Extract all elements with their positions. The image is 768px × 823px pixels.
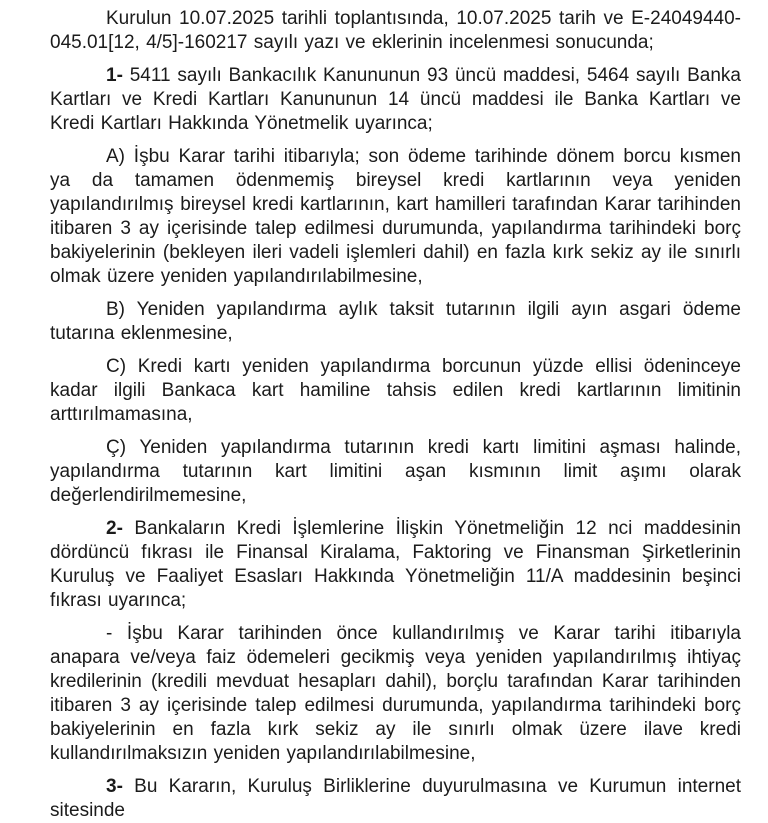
paragraph-item-cc	[50, 436, 741, 508]
paragraph-text: 5411 sayılı Bankacılık Kanununun 93 üncü maddesi, 5464 sayılı Banka Kartları ve Kredi Kartları Kanununun 14 üncü maddesi ile Banka Kartları ve Kredi Kartları Hakkında Yönetmelik uyarınca;	[50, 65, 741, 134]
paragraph-lead: 2-	[106, 518, 123, 539]
paragraph-item-c	[50, 355, 741, 427]
paragraph-item-dash	[50, 622, 741, 766]
paragraph-lead: 3-	[106, 776, 123, 797]
paragraph-text: Ç) Yeniden yapılandırma tutarının kredi kartı limitini aşması halinde, yapılandırma tutarının kart limitini aşan kısmının limit aşımı olarak değerlendirilmemesine,	[50, 437, 741, 506]
paragraph-item-1	[50, 64, 741, 136]
paragraph-item-2	[50, 517, 741, 613]
paragraph-text: B) Yeniden yapılandırma aylık taksit tutarının ilgili ayın asgari ödeme tutarına eklenmesine,	[50, 299, 741, 344]
paragraph-text: - İşbu Karar tarihinden önce kullandırılmış ve Karar tarihi itibarıyla anapara ve/veya faiz ödemeleri gecikmiş veya yeniden yapılandırılmış ihtiyaç kredilerinin (kredili mevduat hesapları dahil), borçlu tarafından Karar tarihinden itibaren 3 ay içerisinde talep edilmesi durumunda, yapılandırma tarihindeki borç bakiyelerinin en fazla kırk sekiz ay ile sınırlı olmak üzere ilave kredi kullandırılmaksızın yeniden yapılandırılabilmesine,	[50, 623, 741, 764]
paragraph-text: Kurulun 10.07.2025 tarihli toplantısında, 10.07.2025 tarih ve E-24049440-045.01[12, 4/5]-160217 sayılı yazı ve eklerinin incelenmesi sonucunda;	[50, 8, 741, 53]
paragraph-item-3	[50, 775, 741, 823]
paragraph-text: C) Kredi kartı yeniden yapılandırma borcunun yüzde ellisi ödeninceye kadar ilgili Bankaca kart hamiline tahsis edilen kredi kartlarının limitinin arttırılmamasına,	[50, 356, 741, 425]
paragraph-text: Bankaların Kredi İşlemlerine İlişkin Yönetmeliğin 12 nci maddesinin dördüncü fıkrası ile Finansal Kiralama, Faktoring ve Finansman Şirketlerinin Kuruluş ve Faaliyet Esasları Hakkında Yönetmeliğin 11/A maddesinin beşinci fıkrası uyarınca;	[50, 518, 741, 611]
paragraph-lead: 1-	[106, 65, 123, 86]
paragraph-intro	[50, 7, 741, 55]
paragraph-text: Bu Kararın, Kuruluş Birliklerine duyurulmasına ve Kurumun internet sitesinde	[50, 776, 741, 821]
paragraph-item-a	[50, 145, 741, 289]
paragraph-item-b	[50, 298, 741, 346]
paragraph-text: A) İşbu Karar tarihi itibarıyla; son ödeme tarihinde dönem borcu kısmen ya da tamamen ödenmemiş bireysel kredi kartlarının veya yeniden yapılandırılmış bireysel kredi kartlarının, kart hamilleri tarafından Karar tarihinden itibaren 3 ay içerisinde talep edilmesi durumunda, yapılandırma tarihindeki borç bakiyelerinin (bekleyen ileri vadeli işlemleri dahil) en fazla kırk sekiz ay ile sınırlı olmak üzere yeniden yapılandırılabilmesine,	[50, 146, 741, 287]
